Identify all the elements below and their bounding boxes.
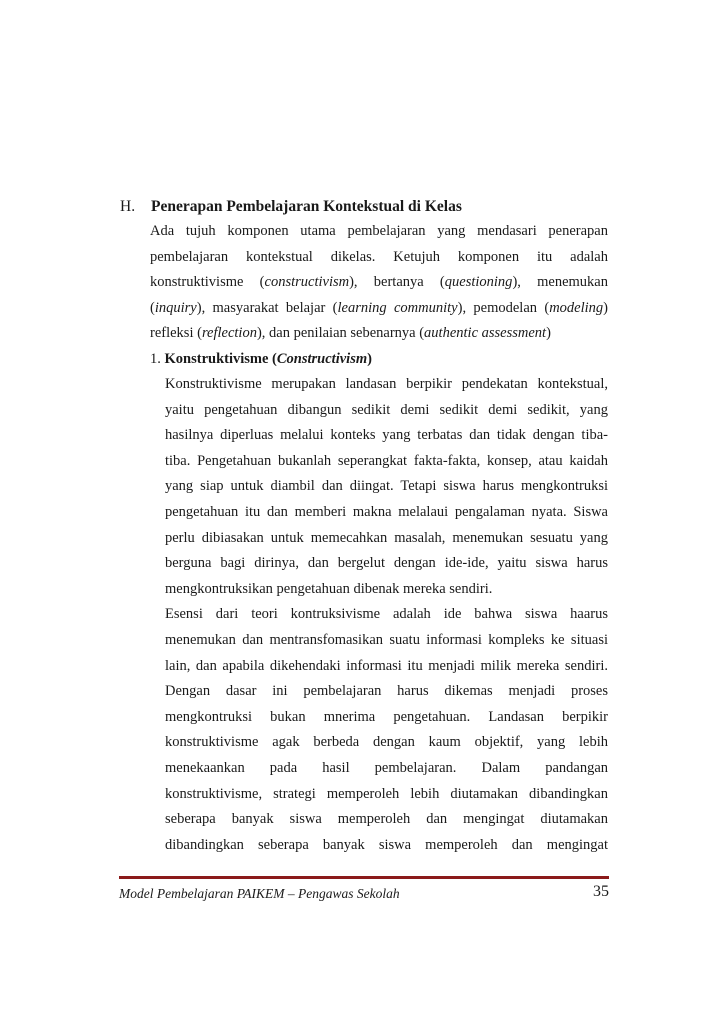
intro-paragraph	[150, 219, 608, 373]
body-line: dibandingkan seberapa banyak siswa memperoleh dan mengingat	[165, 836, 608, 853]
subsection-number: 1.	[150, 350, 161, 367]
body-line: tiba. Pengetahuan bukanlah seperangkat fakta-fakta, konsep, atau kaidah	[165, 452, 608, 469]
body-line: perlu dibiasakan untuk memecahkan masalah, menemukan sesuatu yang	[165, 529, 608, 546]
body-line: menemukan dan mentransfomasikan suatu informasi kompleks ke situasi	[165, 631, 608, 648]
body-line: konstruktivisme agak berbeda dengan kaum objektif, yang lebih	[165, 734, 608, 751]
body-line: menekaankan pada hasil pembelajaran. Dalam pandangan	[165, 759, 608, 776]
body-line: Konstruktivisme merupakan landasan berpikir pendekatan kontekstual,	[165, 376, 608, 392]
body-line: lain, dan apabila dikehendaki informasi itu menjadi milik mereka sendiri.	[165, 657, 608, 674]
body-line: Dengan dasar ini pembelajaran harus dikemas menjadi proses	[165, 683, 608, 700]
section-number: H.	[120, 198, 136, 215]
body-line: yaitu pengetahuan dibangun sedikit demi sedikit demi sedikit, yang	[165, 401, 608, 418]
intro-line: (inquiry), masyarakat belajar (learning community), pemodelan (modeling)	[150, 299, 608, 316]
intro-line: konstruktivisme (constructivism), bertanya (questioning), menemukan	[150, 274, 608, 291]
body-line: konstruktivisme, strategi memperoleh lebih diutamakan dibandingkan	[165, 785, 608, 802]
intro-line: pembelajaran kontekstual dikelas. Ketujuh komponen itu adalah	[150, 248, 608, 265]
body-line: hasilnya diperluas melalui konteks yang terbatas dan tidak dengan tiba-	[165, 427, 608, 444]
footer-title: Model Pembelajaran PAIKEM – Pengawas Sekolah	[119, 886, 400, 901]
body-line: yang siap untuk diambil dan diingat. Tetapi siswa harus mengkontruksi	[165, 478, 608, 495]
body-line: seberapa banyak siswa memperoleh dan mengingat diutamakan	[165, 811, 608, 828]
subsection-title: Konstruktivisme (Constructivism)	[164, 350, 372, 367]
body-line: mengkontruksi bukan mnerima pengetahuan. Landasan berpikir	[165, 708, 608, 725]
intro-line: Ada tujuh komponen utama pembelajaran yang mendasari penerapan	[150, 223, 608, 239]
body-line: berguna bagi dirinya, dan bergelut dengan ide-ide, yaitu siswa harus	[165, 555, 608, 572]
intro-line: refleksi (reflection), dan penilaian sebenarnya (authentic assessment)	[150, 325, 551, 342]
subsection-heading	[150, 347, 608, 373]
body-line: mengkontruksikan pengetahuan dibenak mereka sendiri.	[165, 580, 493, 597]
section-heading	[120, 198, 462, 216]
body-line: Esensi dari teori kontruksivisme adalah ide bahwa siswa haarus	[165, 606, 608, 623]
body-paragraph	[165, 372, 608, 858]
footer-rule	[119, 876, 609, 879]
page-number: 35	[593, 883, 609, 900]
section-title: Penerapan Pembelajaran Kontekstual di Kelas	[151, 198, 462, 215]
body-line: pengetahuan itu dan memberi makna melalaui pengalaman nyata. Siswa	[165, 503, 608, 520]
